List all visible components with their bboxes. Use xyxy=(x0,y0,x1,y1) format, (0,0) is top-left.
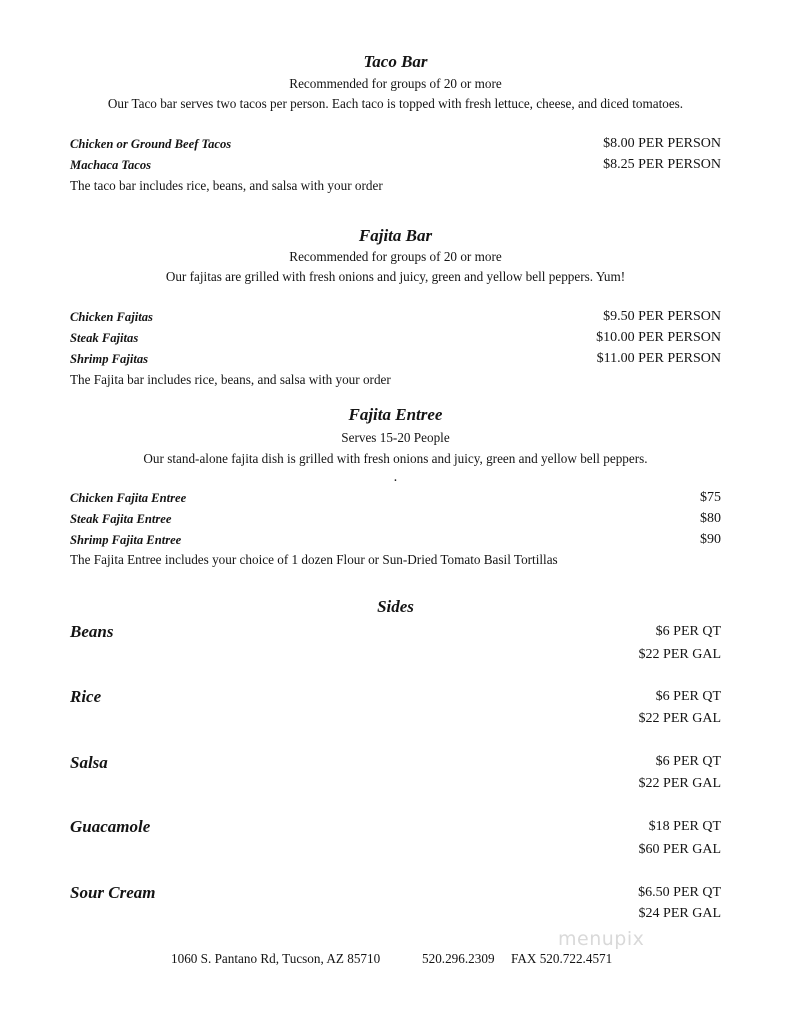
menu-item-name: Steak Fajitas xyxy=(70,331,139,345)
fajita-entree-description: Our stand-alone fajita dish is grilled with fresh onions and juicy, green and yellow bell peppers. xyxy=(143,451,648,466)
menu-item-name: Shrimp Fajitas xyxy=(70,352,149,366)
menu-item-price: $9.50 PER PERSON xyxy=(603,309,721,324)
side-price-qt: $6 PER QT xyxy=(655,624,721,639)
side-price-qt: $6 PER QT xyxy=(655,754,721,769)
taco-bar-title: Taco Bar xyxy=(363,52,428,71)
fajita-bar-description: Our fajitas are grilled with fresh onions and juicy, green and yellow bell peppers. Yum! xyxy=(165,269,626,284)
taco-bar-description: Our Taco bar serves two tacos per person. Each taco is topped with fresh lettuce, cheese, and diced tomatoes. xyxy=(107,96,684,111)
menu-item-price: $8.00 PER PERSON xyxy=(603,136,721,151)
menu-item-price: $80 xyxy=(700,511,721,526)
footer-fax: FAX 520.722.4571 xyxy=(511,951,613,966)
sides-title: Sides xyxy=(377,597,414,616)
side-price-gal: $22 PER GAL xyxy=(638,776,721,791)
side-item-name: Guacamole xyxy=(70,817,151,836)
menu-item-name: Steak Fajita Entree xyxy=(70,512,172,526)
footer-phone: 520.296.2309 xyxy=(422,951,495,966)
menu-item-price: $11.00 PER PERSON xyxy=(596,351,721,366)
side-item-name: Rice xyxy=(70,687,102,706)
fajita-bar-title: Fajita Bar xyxy=(358,226,433,245)
side-price-gal: $22 PER GAL xyxy=(638,647,721,662)
side-price-gal: $60 PER GAL xyxy=(638,842,721,857)
side-item-name: Salsa xyxy=(70,753,108,772)
fajita-entree-title: Fajita Entree xyxy=(348,405,443,424)
menu-item-name: Chicken or Ground Beef Tacos xyxy=(70,137,232,151)
menu-item-price: $90 xyxy=(700,532,721,547)
side-price-gal: $24 PER GAL xyxy=(638,906,721,921)
footer-address: 1060 S. Pantano Rd, Tucson, AZ 85710 xyxy=(171,951,381,966)
fajita-entree-note: The Fajita Entree includes your choice of 1 dozen Flour or Sun-Dried Tomato Basil Tortillas xyxy=(70,552,558,567)
menupix-watermark: menupix xyxy=(558,928,645,950)
stray-dot: . xyxy=(393,470,398,485)
menu-item-name: Chicken Fajitas xyxy=(70,310,153,324)
side-price-qt: $6.50 PER QT xyxy=(638,885,721,900)
taco-bar-recommend: Recommended for groups of 20 or more xyxy=(289,76,502,91)
menu-item-name: Machaca Tacos xyxy=(70,158,152,172)
fajita-bar-note: The Fajita bar includes rice, beans, and salsa with your order xyxy=(70,372,391,387)
side-price-qt: $6 PER QT xyxy=(655,689,721,704)
menu-item-name: Chicken Fajita Entree xyxy=(70,491,187,505)
menu-item-price: $8.25 PER PERSON xyxy=(603,157,721,172)
taco-bar-note: The taco bar includes rice, beans, and salsa with your order xyxy=(70,178,383,193)
fajita-entree-serves: Serves 15-20 People xyxy=(341,430,450,445)
menu-item-price: $75 xyxy=(700,490,721,505)
side-item-name: Sour Cream xyxy=(70,883,156,902)
side-price-qt: $18 PER QT xyxy=(648,819,721,834)
side-item-name: Beans xyxy=(70,622,114,641)
menu-item-price: $10.00 PER PERSON xyxy=(596,330,721,345)
menu-item-name: Shrimp Fajita Entree xyxy=(70,533,182,547)
side-price-gal: $22 PER GAL xyxy=(638,711,721,726)
fajita-bar-recommend: Recommended for groups of 20 or more xyxy=(289,249,502,264)
